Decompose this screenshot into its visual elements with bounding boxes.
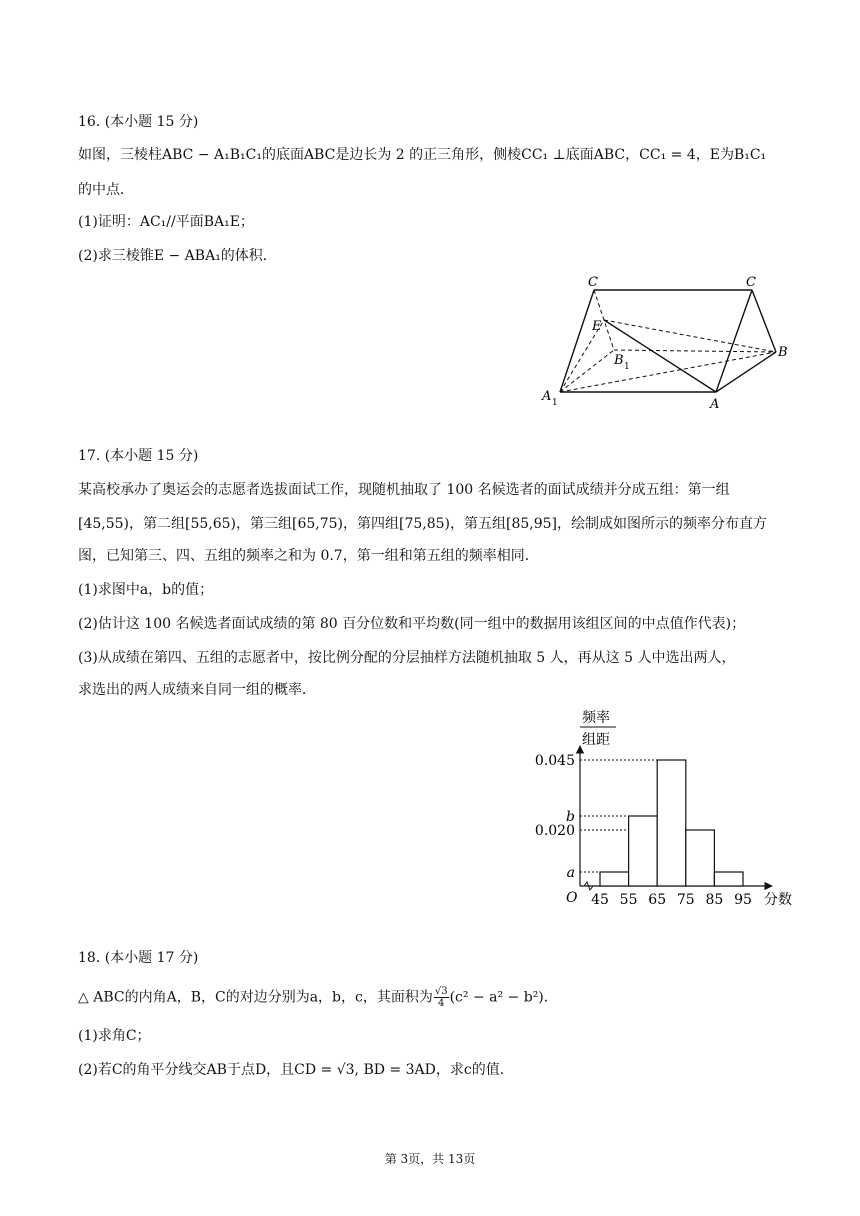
q18-line1 <box>78 986 558 1009</box>
label-b1: B <box>614 353 624 368</box>
q17-part2: (2)估计这 100 名候选者面试成绩的第 80 百分位数和平均数(同一组中的数据用该组区间的中点值作代表)； <box>78 616 746 632</box>
page-footer: 第 3页，共 13页 <box>384 1152 476 1166</box>
label-b: B <box>778 345 788 360</box>
label-a1: A <box>542 389 552 404</box>
x-tick-label: 85 <box>705 892 724 908</box>
label-b1-sub: 1 <box>624 362 630 372</box>
frequency-histogram <box>520 700 800 915</box>
histogram-bar <box>629 816 658 886</box>
y-label-bottom: 组距 <box>582 732 610 748</box>
q17-line2: [45,55)，第二组[55,65)，第三组[65,75)，第四组[75,85)，第五组[85,95]，绘制成如图所示的频率分布直方 <box>78 516 768 532</box>
histogram-bar <box>600 872 629 886</box>
x-tick-label: 95 <box>734 892 752 908</box>
origin-label: O <box>566 890 578 906</box>
q18-line1-expr: (c² − a² − b²)． <box>449 989 558 1006</box>
x-tick-label: 45 <box>591 892 609 908</box>
prism-figure <box>530 268 800 413</box>
q17-header: 17. (本小题 15 分) <box>78 448 199 464</box>
label-c-left: C <box>588 275 598 290</box>
label-a: A <box>710 397 720 412</box>
fraction-denominator: 4 <box>438 998 445 1009</box>
y-tick-label: 0.020 <box>534 823 575 839</box>
y-tick-label: a <box>566 865 575 881</box>
q17-part1: (1)求图中a，b的值； <box>78 582 214 598</box>
histogram-bar <box>657 760 686 886</box>
histogram-bar <box>714 872 743 886</box>
y-label-top: 频率 <box>582 710 610 726</box>
histogram-bar <box>686 830 715 886</box>
q18-line1-text: △ ABC的内角A，B，C的对边分别为a，b，c，其面积为 <box>78 989 433 1006</box>
y-tick-label: 0.045 <box>534 753 575 769</box>
q16-line1: 如图，三棱柱ABC − A₁B₁C₁的底面ABC是边长为 2 的正三角形，侧棱CC₁ ⊥底面ABC，CC₁ = 4，E为B₁C₁ <box>78 147 767 163</box>
x-tick-label: 75 <box>676 892 695 908</box>
q17-part3: (3)从成绩在第四、五组的志愿者中，按比例分配的分层抽样方法随机抽取 5 人，再从这 5 人中选出两人， <box>78 650 736 666</box>
y-tick-label: b <box>566 809 575 825</box>
q17-line3: 图，已知第三、四、五组的频率之和为 0.7，第一组和第五组的频率相同． <box>78 548 539 564</box>
label-a1-sub: 1 <box>552 398 558 408</box>
q16-part1: (1)证明：AC₁//平面BA₁E； <box>78 214 254 230</box>
x-tick-label: 55 <box>619 892 638 908</box>
q18-part2: (2)若C的角平分线交AB于点D，且CD = √3, BD = 3AD，求c的值． <box>78 1062 514 1078</box>
q16-line2: 的中点． <box>78 182 134 198</box>
label-c-right: C <box>746 275 756 290</box>
q16-part2: (2)求三棱锥E − ABA₁的体积． <box>78 248 277 264</box>
q18-header: 18. (本小题 17 分) <box>78 950 199 966</box>
q17-line1: 某高校承办了奥运会的志愿者选拔面试工作，现随机抽取了 100 名候选者的面试成绩并分成五组：第一组 <box>78 482 730 498</box>
q16-header: 16. (本小题 15 分) <box>78 114 199 130</box>
x-axis-label: 分数 <box>764 892 792 908</box>
x-tick-label: 65 <box>648 892 667 908</box>
label-e: E <box>592 319 602 334</box>
area-fraction <box>434 986 449 1009</box>
fraction-numerator: √3 <box>434 986 448 997</box>
q18-part1: (1)求角C； <box>78 1028 151 1044</box>
q17-part4: 求选出的两人成绩来自同一组的概率． <box>78 682 316 698</box>
